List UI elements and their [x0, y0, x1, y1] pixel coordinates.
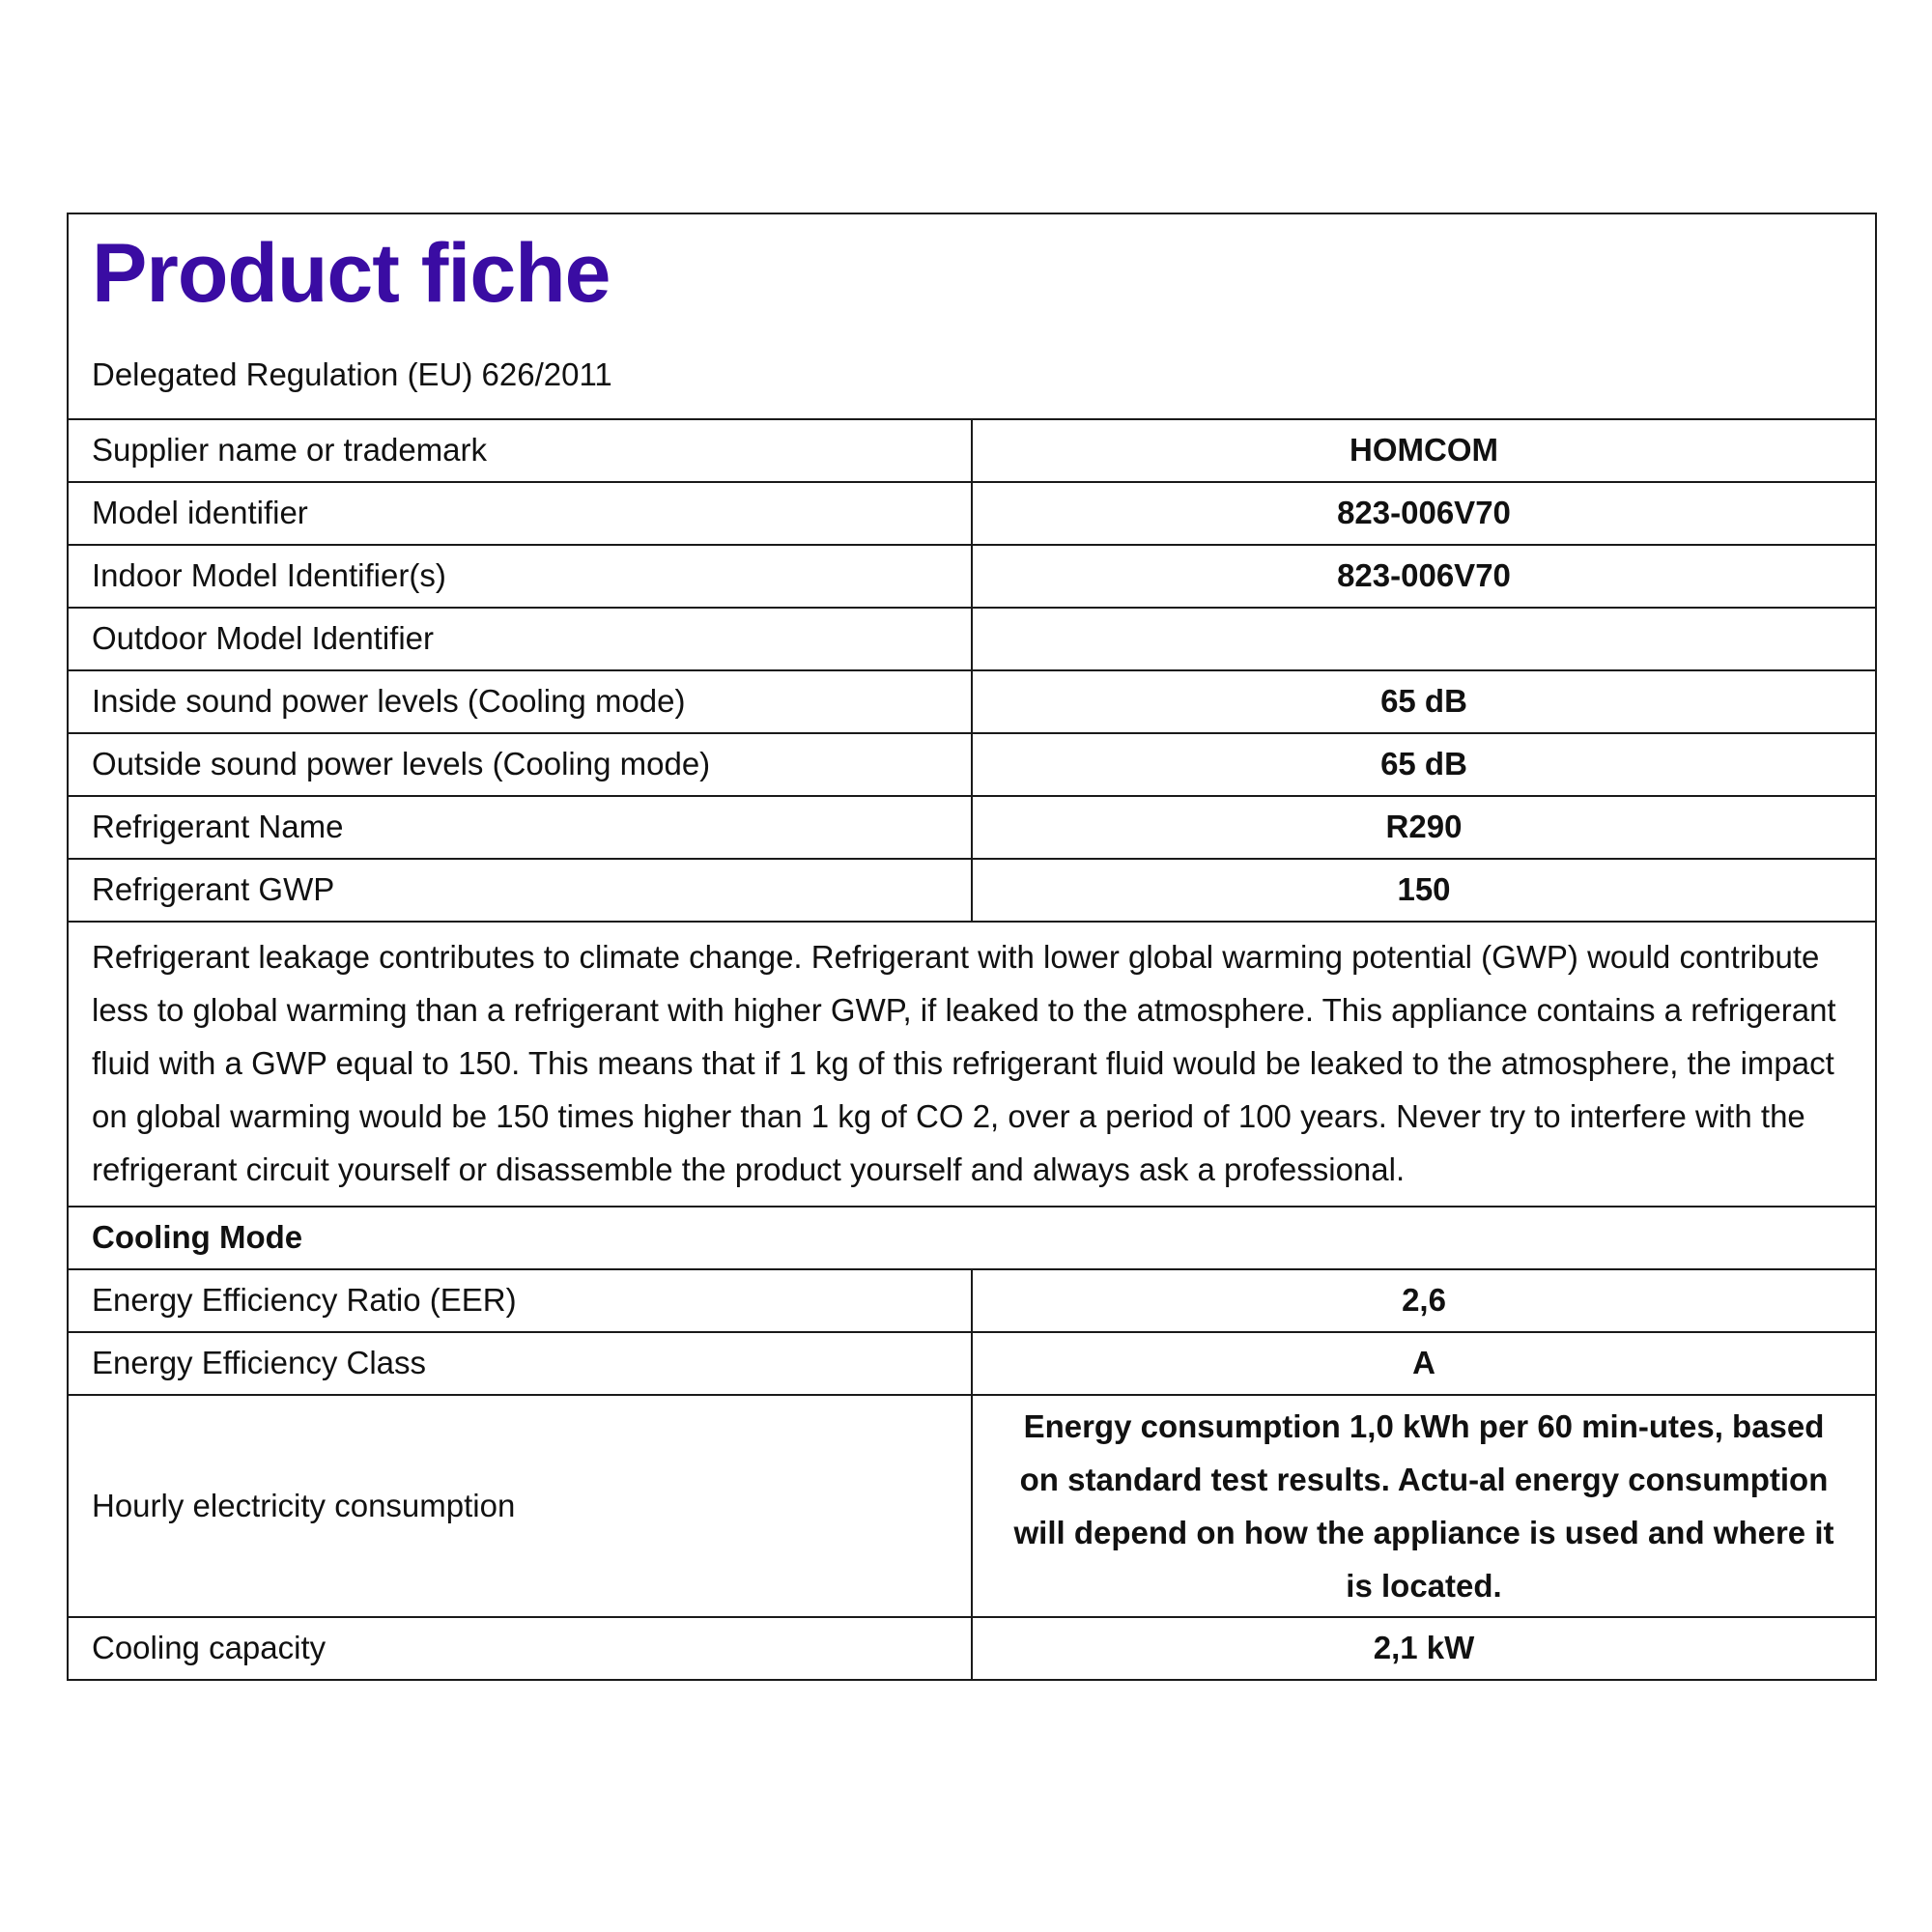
table-row: [69, 1270, 1875, 1333]
row-value: 150: [1397, 871, 1451, 908]
table-row: [69, 1396, 1875, 1618]
table-row: [69, 671, 1875, 734]
row-label: Inside sound power levels (Cooling mode): [69, 671, 973, 732]
row-label: Refrigerant Name: [69, 797, 973, 858]
regulation-reference: Delegated Regulation (EU) 626/2011: [92, 355, 612, 392]
table-row: [69, 1333, 1875, 1396]
gwp-notice-row: [69, 923, 1875, 1208]
row-label: Refrigerant GWP: [69, 860, 973, 921]
row-label: Outside sound power levels (Cooling mode): [69, 734, 973, 795]
row-value: 65 dB: [1380, 683, 1467, 720]
table-row: [69, 420, 1875, 483]
row-value: 2,6: [1402, 1282, 1446, 1319]
table-row: [69, 734, 1875, 797]
row-value: HOMCOM: [1350, 432, 1498, 469]
fiche-header: [69, 214, 1875, 420]
cooling-mode-heading: Cooling Mode: [92, 1219, 303, 1256]
gwp-notice-text: Refrigerant leakage contributes to climate change. Refrigerant with lower global warming potential (GWP) would contribute less to global warming than a refrigerant with higher GWP, if leaked to the atmosphere. This appliance contains a refrigerant fluid with a GWP equal to 150. This means that if 1 kg of this refrigerant fluid would be leaked to the atmosphere, the impact on global warming would be 150 times higher than 1 kg of CO 2, over a period of 100 years. Never try to interfere with the refrigerant circuit yourself or disassemble the product yourself and always ask a professional.: [92, 938, 1836, 1187]
row-value: 823-006V70: [1337, 557, 1511, 594]
row-value: 823-006V70: [1337, 495, 1511, 531]
product-fiche-table: [67, 213, 1877, 1681]
row-label: Supplier name or trademark: [69, 420, 973, 481]
table-row: [69, 797, 1875, 860]
page-title: Product fiche: [92, 227, 611, 320]
row-value: 65 dB: [1380, 746, 1467, 782]
row-label: Energy Efficiency Class: [69, 1333, 973, 1394]
row-label: Cooling capacity: [69, 1618, 973, 1679]
row-label: Hourly electricity consumption: [69, 1396, 973, 1616]
row-value: R290: [1385, 809, 1463, 845]
table-row: [69, 546, 1875, 609]
table-row: [69, 860, 1875, 923]
row-label: Model identifier: [69, 483, 973, 544]
table-row: [69, 1618, 1875, 1679]
row-value: [973, 609, 1875, 669]
row-value: 2,1 kW: [1373, 1630, 1475, 1666]
row-value: A: [1412, 1345, 1435, 1381]
table-row: [69, 609, 1875, 671]
row-label: Indoor Model Identifier(s): [69, 546, 973, 607]
row-value: Energy consumption 1,0 kWh per 60 min-utes, based on standard test results. Actu-al energy consumption will depend on how the appliance is used and where it is located.: [1013, 1407, 1834, 1604]
row-label: Energy Efficiency Ratio (EER): [69, 1270, 973, 1331]
section-header-row: [69, 1208, 1875, 1270]
table-row: [69, 483, 1875, 546]
row-label: Outdoor Model Identifier: [69, 609, 973, 669]
